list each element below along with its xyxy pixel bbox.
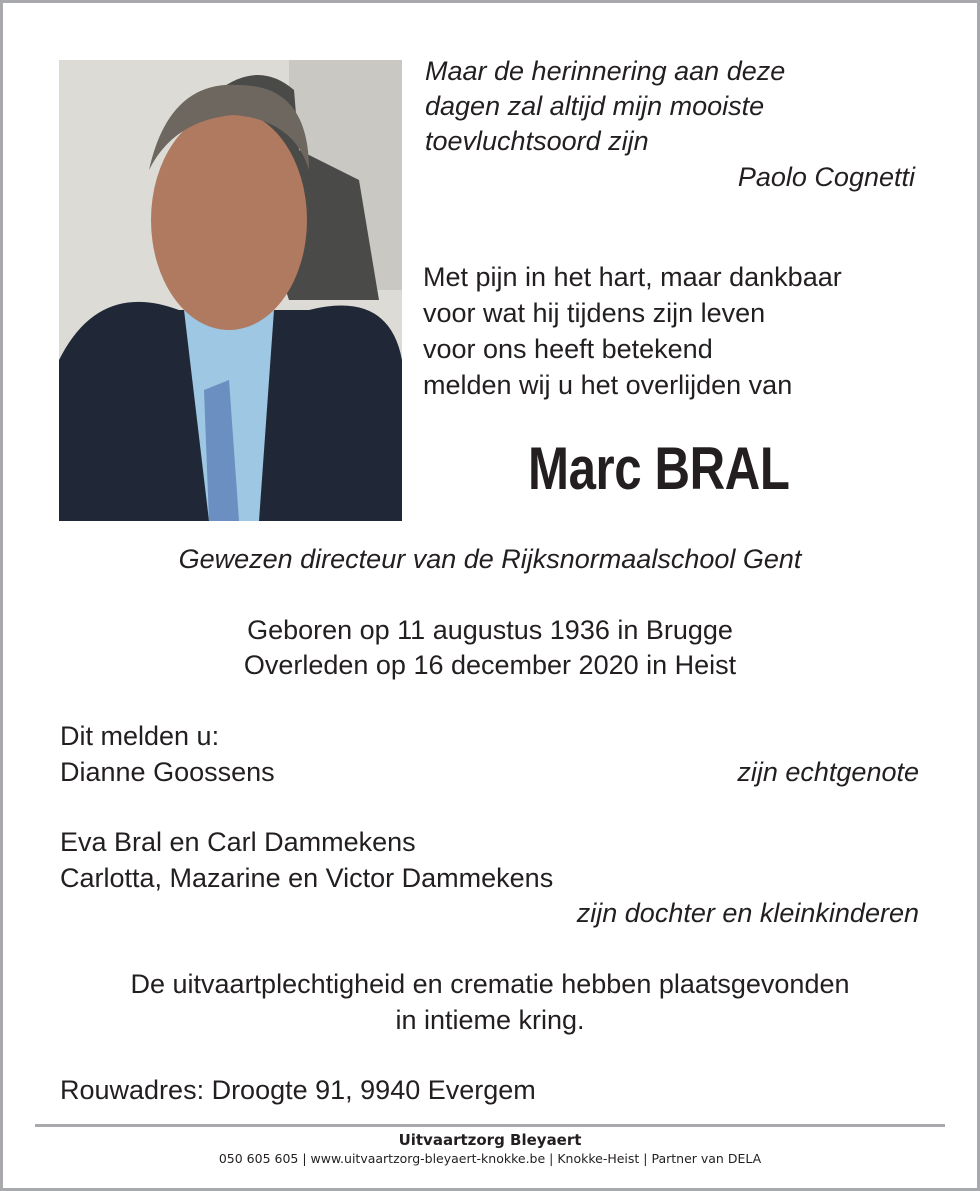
intro-line: Met pijn in het hart, maar dankbaar — [423, 262, 842, 292]
intro-line: voor wat hij tijdens zijn leven — [423, 298, 766, 328]
portrait-photo — [59, 60, 402, 521]
deceased-title: Gewezen directeur van de Rijksnormaalschool Gent — [178, 544, 802, 574]
quote-line: dagen zal altijd mijn mooiste — [425, 91, 765, 121]
announcers-heading: Dit melden u: — [60, 721, 220, 751]
ceremony-line: De uitvaartplechtigheid en crematie hebben plaatsgevonden — [130, 969, 850, 999]
ceremony-line: in intieme kring. — [395, 1005, 585, 1035]
family-line: Eva Bral en Carl Dammekens — [60, 827, 416, 857]
family-line: Carlotta, Mazarine en Victor Dammekens — [60, 863, 554, 893]
quote-author: Paolo Cognetti — [737, 162, 915, 192]
footer-divider — [35, 1124, 945, 1127]
spouse-name: Dianne Goossens — [60, 757, 275, 787]
birth-info: Geboren op 11 augustus 1936 in Brugge — [247, 615, 733, 645]
intro-line: voor ons heeft betekend — [423, 334, 713, 364]
spouse-relation: zijn echtgenote — [737, 757, 919, 787]
funeral-home-name: Uitvaartzorg Bleyaert — [398, 1131, 582, 1149]
mourning-address: Rouwadres: Droogte 91, 9940 Evergem — [60, 1075, 536, 1105]
intro-line: melden wij u het overlijden van — [423, 370, 793, 400]
quote-line: Maar de herinnering aan deze — [425, 56, 786, 86]
family-relation: zijn dochter en kleinkinderen — [576, 898, 919, 928]
funeral-home-details: 050 605 605 | www.uitvaartzorg-bleyaert-knokke.be | Knokke-Heist | Partner van DELA — [218, 1151, 762, 1166]
death-info: Overleden op 16 december 2020 in Heist — [243, 650, 737, 680]
quote-line: toevluchtsoord zijn — [425, 126, 649, 156]
deceased-name: Marc BRAL — [528, 435, 790, 502]
